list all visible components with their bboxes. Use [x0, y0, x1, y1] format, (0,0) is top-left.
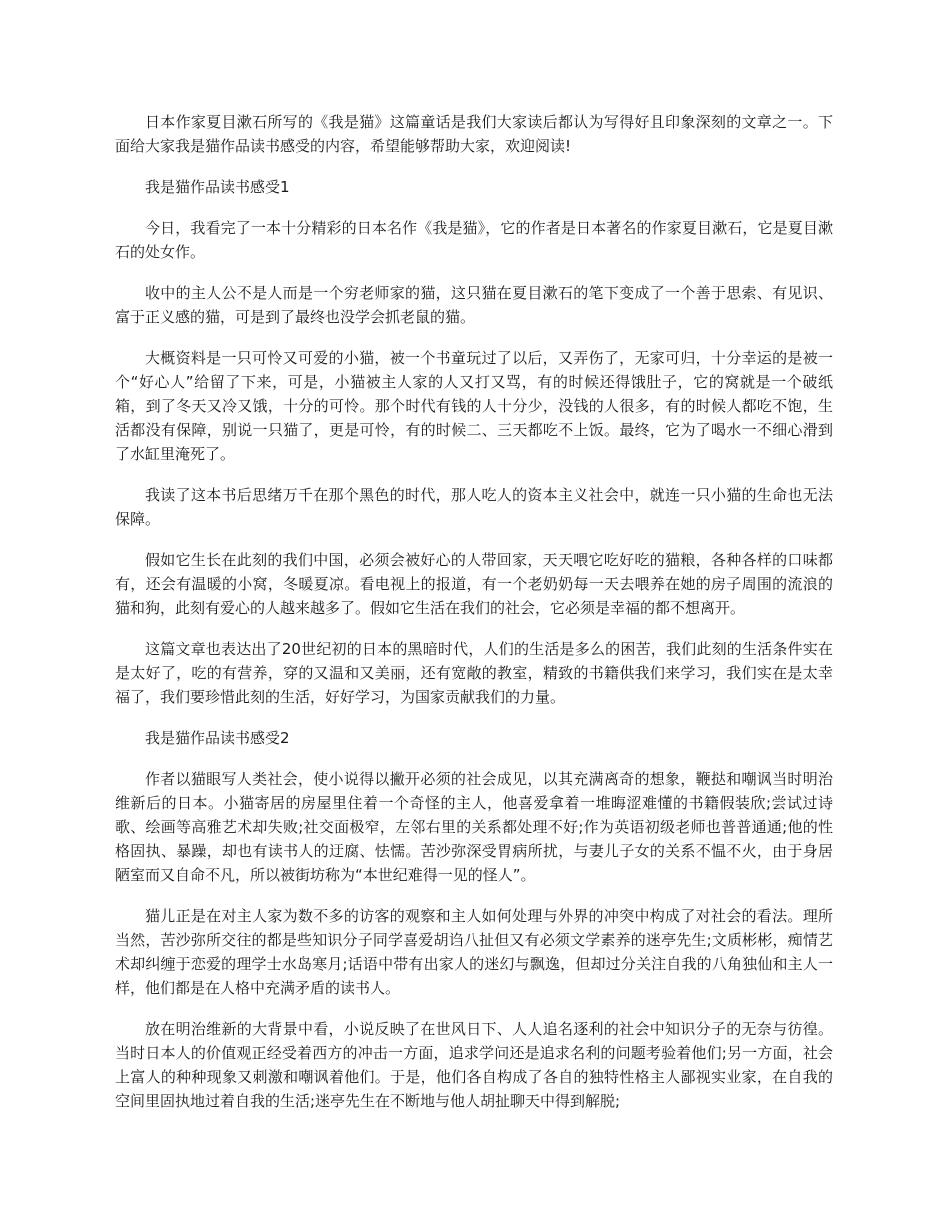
- document-body: [115, 110, 833, 1130]
- intro-paragraph: 日本作家夏目漱石所写的《我是猫》这篇童话是我们大家读后都认为写得好且印象深刻的文章之一。下面给大家我是猫作品读书感受的内容，希望能够帮助大家，欢迎阅读!: [115, 113, 833, 155]
- paragraph: 作者以猫眼写人类社会，使小说得以撇开必须的社会成见，以其充满离奇的想象，鞭挞和嘲讽当时明治维新后的日本。小猫寄居的房屋里住着一个奇怪的主人，他喜爱拿着一堆晦涩难懂的书籍假装欣;尝试过诗歌、绘画等高雅艺术却失败;社交面极窄，左邻右里的关系都处理不好;作为英语初级老师也普普通通;他的性格固执、暴躁，却也有读书人的迂腐、怯懦。苦沙弥深受胃病所扰，与妻儿子女的关系不愠不火，由于身居陋室而又自命不凡，所以被街坊称为“本世纪难得一见的怪人”。: [115, 770, 833, 884]
- paragraph: 假如它生长在此刻的我们中国，必须会被好心的人带回家，天天喂它吃好吃的猫粮，各种各样的口味都有，还会有温暖的小窝，冬暖夏凉。看电视上的报道，有一个老奶奶每一天去喂养在她的房子周围的流浪的猫和狗，此刻有爱心的人越来越多了。假如它生活在我们的社会，它必须是幸福的都不想离开。: [115, 551, 833, 617]
- paragraph: 放在明治维新的大背景中看，小说反映了在世风日下、人人追名逐利的社会中知识分子的无奈与彷徨。当时日本人的价值观正经受着西方的冲击一方面，追求学问还是追求名利的问题考验着他们;另一方面，社会上富人的种种现象又刺激和嘲讽着他们。于是，他们各自构成了各自的独特性格主人鄙视实业家，在自我的空间里固执地过着自我的生活;迷亭先生在不断地与他人胡扯聊天中得到解脱;: [115, 1020, 833, 1110]
- section-heading-2: 我是猫作品读书感受2: [145, 729, 290, 747]
- paragraph: 我读了这本书后思绪万千在那个黑色的时代，那人吃人的资本主义社会中，就连一只小猫的生命也无法保障。: [115, 486, 833, 528]
- paragraph: 收中的主人公不是人而是一个穷老师家的猫，这只猫在夏目漱石的笔下变成了一个善于思索、有见识、富于正义感的猫，可是到了最终也没学会抓老鼠的猫。: [115, 284, 833, 326]
- paragraph: 这篇文章也表达出了20世纪初的日本的黑暗时代，人们的生活是多么的困苦，我们此刻的生活条件实在是太好了，吃的有营养，穿的又温和又美丽，还有宽敞的教室，精致的书籍供我们来学习，我们实在是太幸福了，我们要珍惜此刻的生活，好好学习，为国家贡献我们的力量。: [115, 640, 833, 706]
- paragraph: 今日，我看完了一本十分精彩的日本名作《我是猫》，它的作者是日本著名的作家夏目漱石，它是夏目漱石的处女作。: [115, 219, 833, 261]
- paragraph: 猫儿正是在对主人家为数不多的访客的观察和主人如何处理与外界的冲突中构成了对社会的看法。理所当然，苦沙弥所交往的都是些知识分子同学喜爱胡诌八扯但又有必须文学素养的迷亭先生;文质彬彬，痴情艺术却纠缠于恋爱的理学士水岛寒月;话语中带有出家人的迷幻与飘逸，但却过分关注自我的八角独仙和主人一样，他们都是在人格中充满矛盾的读书人。: [115, 907, 833, 997]
- section-heading-1: 我是猫作品读书感受1: [145, 178, 290, 196]
- paragraph: 大概资料是一只可怜又可爱的小猫，被一个书童玩过了以后，又弄伤了，无家可归，十分幸运的是被一个“好心人”给留了下来，可是，小猫被主人家的人又打又骂，有的时候还得饿肚子，它的窝就是一个破纸箱，到了冬天又冷又饿，十分的可怜。那个时代有钱的人十分少，没钱的人很多，有的时候人都吃不饱，生活都没有保障，别说一只猫了，更是可怜，有的时候二、三天都吃不上饭。最终，它为了喝水一不细心滑到了水缸里淹死了。: [115, 349, 833, 463]
